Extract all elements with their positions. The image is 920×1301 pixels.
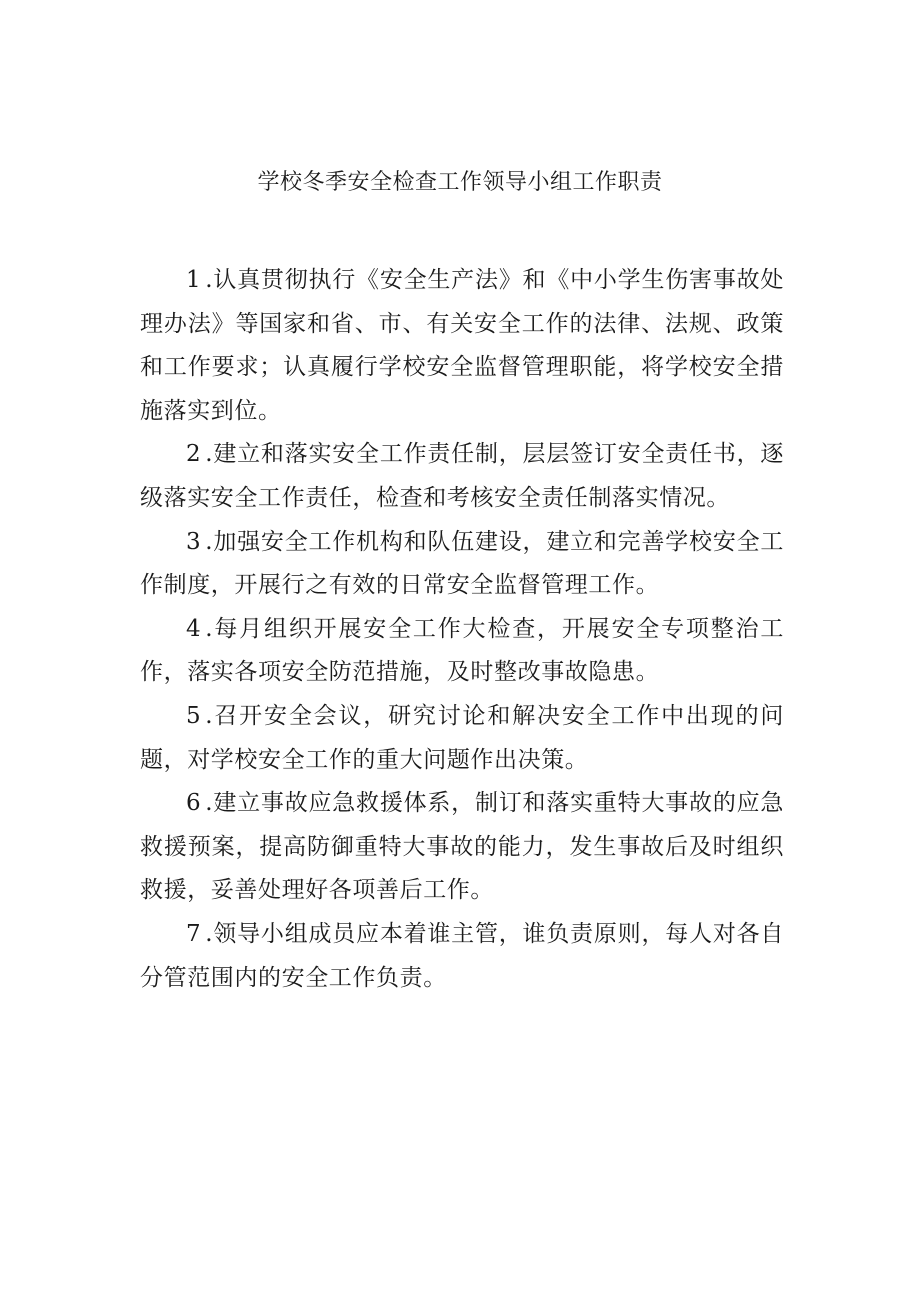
clause-text: .认真贯彻执行《安全生产法》和《中小学生伤害事故处理办法》等国家和省、市、有关安全工作的法律、法规、政策和工作要求；认真履行学校安全监督管理职能，将学校安全措施落实到位。 (140, 267, 784, 424)
clause-text: .建立事故应急救援体系，制订和落实重特大事故的应急救援预案，提高防御重特大事故的能力，发生事故后及时组织救援，妥善处理好各项善后工作。 (140, 790, 784, 904)
clause-4 (140, 608, 784, 695)
clause-text: .建立和落实安全工作责任制，层层签订安全责任书，逐级落实安全工作责任，检查和考核安全责任制落实情况。 (140, 441, 784, 511)
document-body (140, 259, 784, 1000)
clause-number: 1 (186, 267, 202, 293)
clause-number: 7 (186, 920, 202, 947)
clause-text: .每月组织开展安全工作大检查，开展安全专项整治工作，落实各项安全防范措施，及时整改事故隐患。 (140, 615, 784, 686)
clause-number: 5 (186, 702, 202, 729)
clause-number: 4 (186, 615, 202, 642)
clause-number: 3 (186, 528, 202, 555)
clause-6 (140, 782, 784, 913)
clause-5 (140, 695, 784, 782)
document-title: 学校冬季安全检查工作领导小组工作职责 (257, 170, 663, 195)
clause-text: .加强安全工作机构和队伍建设，建立和完善学校安全工作制度，开展行之有效的日常安全监督管理工作。 (140, 528, 784, 599)
clause-2 (140, 433, 784, 520)
clause-text: .领导小组成员应本着谁主管，谁负责原则，每人对各自分管范围内的安全工作负责。 (140, 920, 784, 991)
clause-1 (140, 259, 784, 433)
clause-7 (140, 913, 784, 1000)
clause-3 (140, 521, 784, 608)
clause-text: .召开安全会议，研究讨论和解决安全工作中出现的问题，对学校安全工作的重大问题作出决策。 (140, 702, 784, 773)
clause-number: 2 (186, 441, 202, 468)
clause-number: 6 (186, 790, 202, 817)
